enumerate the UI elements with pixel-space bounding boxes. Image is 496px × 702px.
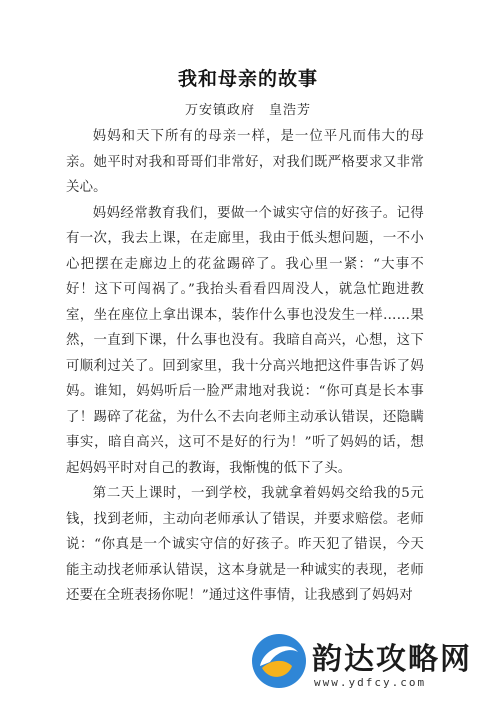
site-watermark [248, 628, 496, 702]
brand-logo-icon [248, 630, 310, 692]
watermark-url: www.ydfcy.com [314, 676, 427, 689]
article-body [66, 124, 424, 609]
paragraph: 妈妈和天下所有的母亲一样，是一位平凡而伟大的母亲。她平时对我和哥哥们非常好，对我们既严格要求又非常关心。 [66, 129, 424, 195]
watermark-brand: 韵达攻略网 [312, 642, 472, 677]
author-name: 皇浩芳 [269, 103, 312, 118]
author-line [0, 99, 496, 118]
document-title: 我和母亲的故事 [177, 68, 318, 90]
paragraph: 第二天上课时，一到学校，我就拿着妈妈交给我的5元钱，找到老师，主动向老师承认了错误，并要求赔偿。老师说：“你真是一个诚实守信的好孩子。昨天犯了错误，今天能主动找老师承认错误，这本身就是一种诚实的表现，老师还要在全班表扬你呢！”通过这件事情，让我感到了妈妈对 [66, 486, 424, 603]
author-organization: 万安镇政府 [184, 103, 255, 118]
paragraph: 妈妈经常教育我们，要做一个诚实守信的好孩子。记得有一次，我去上课，在走廊里，我由于低头想问题，一不小心把摆在走廊边上的花盆踢碎了。我心里一紧：“大事不好！这下可闯祸了。”我抬头看看四周没人，就急忙跑进教室，坐在座位上拿出课本，装作什么事也没发生一样……果然，一直到下课，什么事也没有。我暗自高兴，心想，这下可顺利过关了。回到家里，我十分高兴地把这件事告诉了妈妈。谁知，妈妈听后一脸严肃地对我说：“你可真是长本事了！踢碎了花盆，为什么不去向老师主动承认错误，还隐瞒事实，暗自高兴，这可不是好的行为！”听了妈妈的话，想起妈妈平时对自己的教诲，我惭愧的低下了头。 [66, 205, 424, 476]
